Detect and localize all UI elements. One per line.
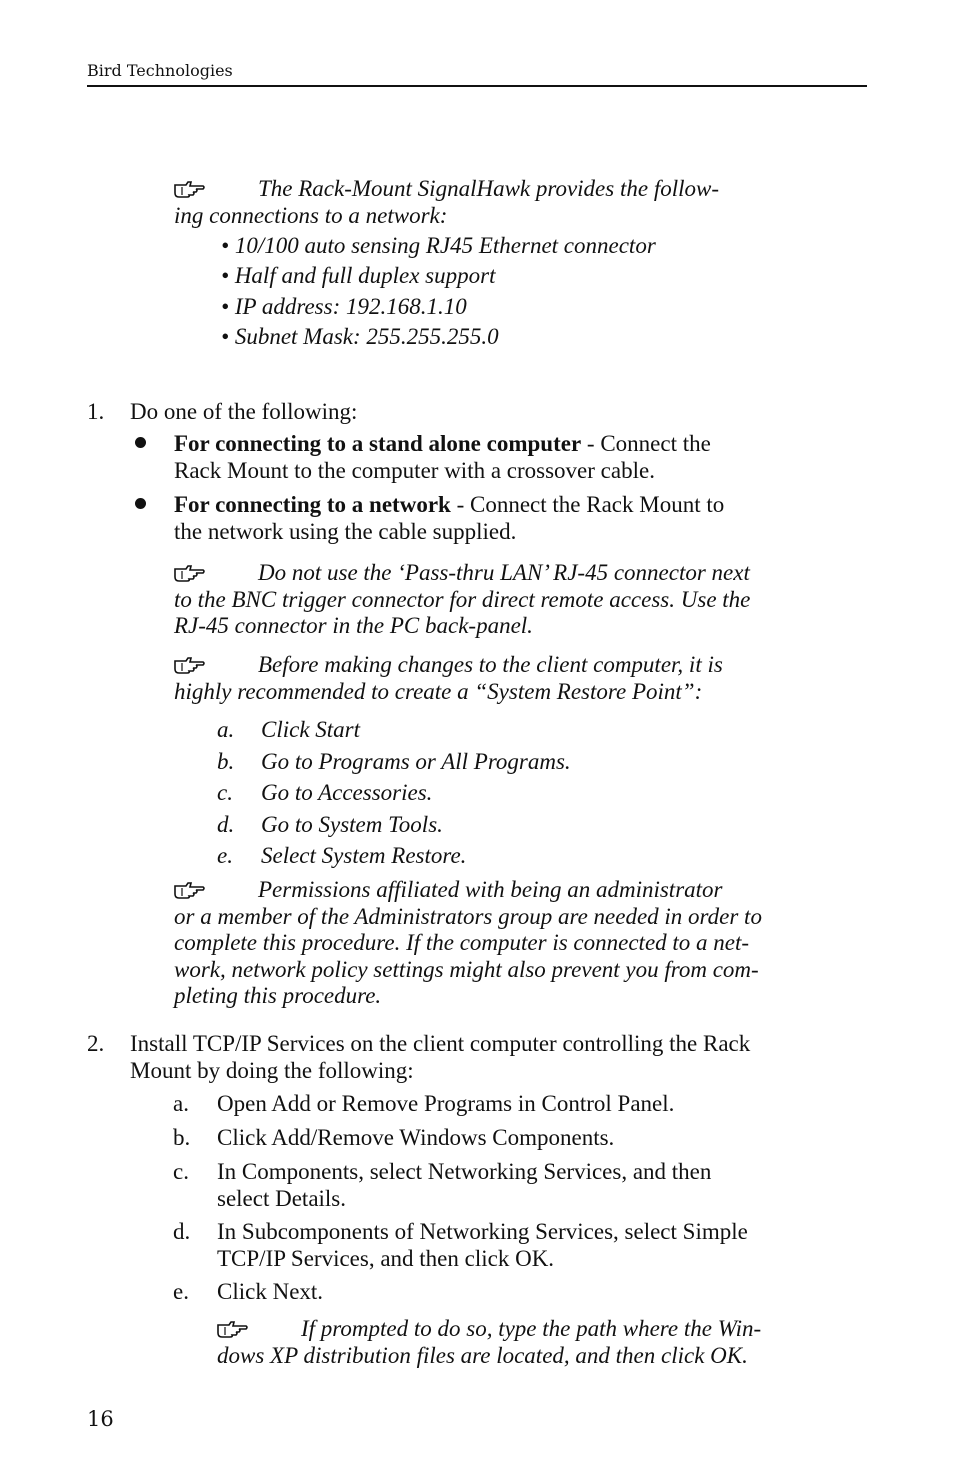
substep-text: In Components, select Networking Services, and then select Details. bbox=[217, 1159, 712, 1211]
step-number: 2. bbox=[87, 1031, 105, 1056]
substep-letter: a. bbox=[173, 1091, 189, 1116]
substep-text: In Subcomponents of Networking Services, select Simple TCP/IP Services, and then click OK. bbox=[217, 1219, 748, 1271]
note-network-connections bbox=[174, 176, 874, 229]
restore-steps-list bbox=[217, 714, 571, 872]
option-network: For connecting to a network - Connect the Rack Mount to the network using the cable supplied. bbox=[174, 492, 725, 544]
substep-letter: d. bbox=[173, 1219, 191, 1244]
list-item: a. Click Start bbox=[217, 717, 361, 742]
list-item: c. Go to Accessories. bbox=[217, 780, 433, 805]
page-number: 16 bbox=[87, 1407, 114, 1431]
bullet-dot-icon bbox=[135, 498, 146, 509]
pointing-hand-icon bbox=[174, 881, 206, 899]
header-rule bbox=[87, 85, 867, 87]
list-item: • 10/100 auto sensing RJ45 Ethernet connector bbox=[221, 233, 656, 258]
pointing-hand-icon bbox=[217, 1320, 249, 1338]
list-item: d. Go to System Tools. bbox=[217, 811, 443, 837]
list-item: • Half and full duplex support bbox=[221, 263, 496, 289]
pointing-hand-icon bbox=[174, 656, 206, 674]
note-line: ing connections to a network: bbox=[174, 202, 448, 228]
bullet-dot-icon bbox=[135, 437, 146, 448]
running-header: Bird Technologies bbox=[87, 61, 233, 80]
note-line: The Rack-Mount SignalHawk provides the follow- bbox=[258, 176, 719, 201]
list-item: • Subnet Mask: 255.255.255.0 bbox=[221, 323, 499, 349]
note-restore-point: Before making changes to the client computer, it is highly recommended to create a “System Restore Point”: bbox=[174, 652, 723, 704]
option-standalone: For connecting to a stand alone computer - Connect the Rack Mount to the computer with a crossover cable. bbox=[174, 431, 711, 483]
substep-letter: e. bbox=[173, 1279, 189, 1304]
list-item: e. Select System Restore. bbox=[217, 843, 467, 868]
substep-letter: c. bbox=[173, 1159, 189, 1184]
substep-text: Click Next. bbox=[217, 1279, 324, 1304]
substep-letter: b. bbox=[173, 1125, 191, 1150]
note-prompt: If prompted to do so, type the path where the Win- dows XP distribution files are located, and then click OK. bbox=[217, 1316, 762, 1368]
substep-text: Open Add or Remove Programs in Control Panel. bbox=[217, 1091, 675, 1116]
pointing-hand-icon bbox=[174, 180, 206, 198]
note-passthru: Do not use the ‘Pass-thru LAN’ RJ-45 connector next to the BNC trigger connector for direct remote access. Use the RJ-45 connector in the PC back-panel. bbox=[174, 560, 751, 638]
note-permissions: Permissions affiliated with being an administrator or a member of the Administrators group are needed in order to complete this procedure. If the computer is connected to a net- work, network policy settings might also prevent you from com- pleting this procedure. bbox=[174, 877, 762, 1008]
pointing-hand-icon bbox=[174, 564, 206, 582]
list-item: b. Go to Programs or All Programs. bbox=[217, 748, 571, 774]
substep-text: Click Add/Remove Windows Components. bbox=[217, 1125, 615, 1150]
step-text: Do one of the following: bbox=[130, 399, 358, 424]
list-item: • IP address: 192.168.1.10 bbox=[221, 293, 467, 319]
step-number: 1. bbox=[87, 399, 105, 424]
step-text: Install TCP/IP Services on the client computer controlling the Rack Mount by doing the following: bbox=[130, 1031, 751, 1083]
network-spec-list bbox=[221, 231, 656, 352]
